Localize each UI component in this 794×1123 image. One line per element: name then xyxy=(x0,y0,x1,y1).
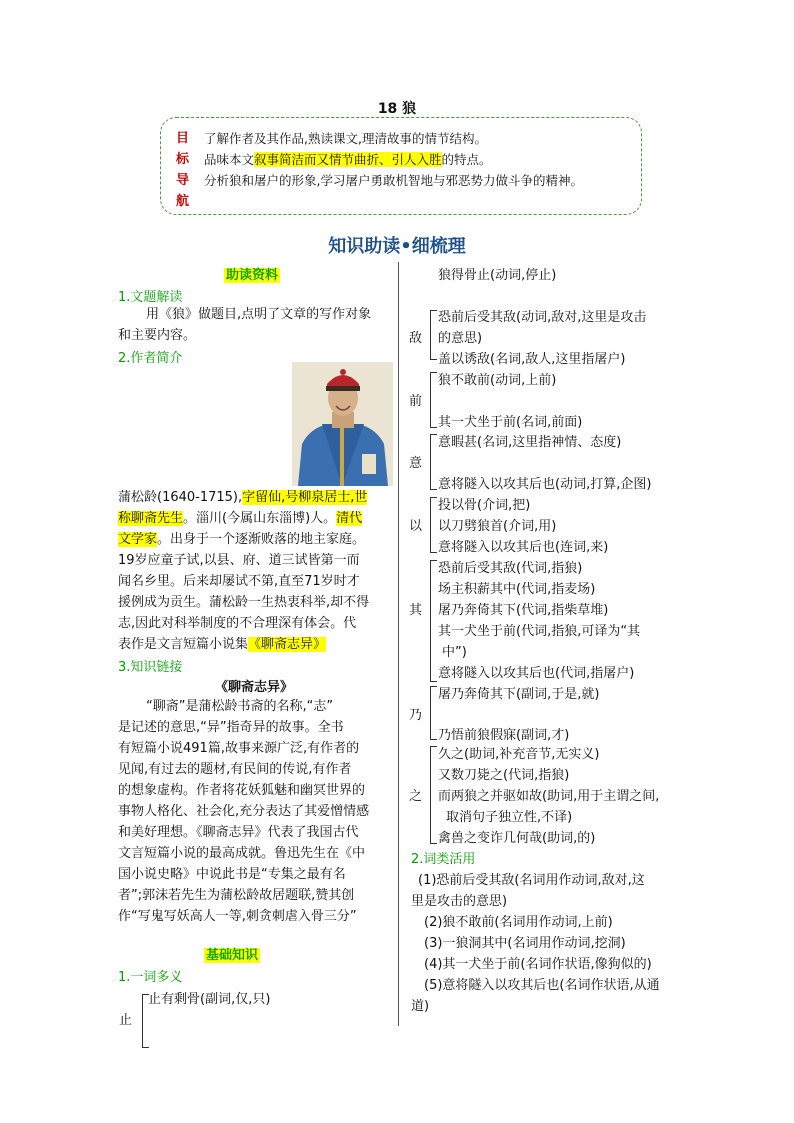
nai-sense: 屠乃奔倚其下(副词,于是,就) xyxy=(438,687,600,702)
tag-reading-materials: 助读资料 xyxy=(226,268,279,283)
author-line-1: 蒲松龄(1640-1715),字留仙,号柳泉居士,世 xyxy=(118,490,368,505)
author-line-2: 称聊斋先生。淄川(今属山东淄博)人。清代 xyxy=(118,511,363,526)
key-yi: 意 xyxy=(409,456,423,471)
book-line: 事物人格化、社会化,充分表达了其爱憎情感 xyxy=(118,804,370,819)
goal-line-2: 品味本文叙事简洁而又情节曲折、引人入胜的特点。 xyxy=(204,152,492,167)
zhi-sense-1: 止有剩骨(副词,仅,只) xyxy=(148,992,271,1007)
word-class-line: (5)意将隧入以攻其后也(名词作状语,从通 xyxy=(424,978,660,993)
goals-side-label xyxy=(176,128,190,212)
heading-title-interpretation: 1.文题解读 xyxy=(118,290,183,305)
goal-char: 导 xyxy=(176,173,190,188)
key-zhi3: 之 xyxy=(409,789,423,804)
bracket-yi2 xyxy=(430,497,437,553)
heading-polysemy: 1.一词多义 xyxy=(118,970,183,985)
zhi3-sense: 取消句子独立性,不译) xyxy=(446,810,573,825)
word-class-line: (1)恐前后受其敌(名词用作动词,敌对,这 xyxy=(418,873,645,888)
column-divider xyxy=(398,262,399,1026)
qi-sense: 中”) xyxy=(442,645,467,660)
book-line: 有短篇小说491篇,故事来源广泛,有作者的 xyxy=(118,741,360,756)
bracket-qian xyxy=(430,372,437,428)
word-class-line: (3)一狼洞其中(名词用作动词,挖洞) xyxy=(424,936,626,951)
heading-author-intro: 2.作者简介 xyxy=(118,351,183,366)
qi-sense: 恐前后受其敌(代词,指狼) xyxy=(438,561,583,576)
yi2-sense: 意将隧入以攻其后也(连词,来) xyxy=(438,540,609,555)
key-zhi: 止 xyxy=(119,1013,133,1028)
word-class-line: 里是攻击的意思) xyxy=(411,894,508,909)
yi-sense: 意暇甚(名词,这里指神情、态度) xyxy=(438,435,622,450)
qi-sense: 场主积薪其中(代词,指麦场) xyxy=(438,582,596,597)
title-interpretation-line1: 用《狼》做题目,点明了文章的写作对象 xyxy=(146,307,372,322)
bracket-nai xyxy=(430,686,437,740)
zhi3-sense: 禽兽之变诈几何哉(助词,的) xyxy=(438,831,596,846)
title-interpretation-line2: 和主要内容。 xyxy=(118,328,197,343)
qian-sense: 其一犬坐于前(名词,前面) xyxy=(438,415,583,430)
di-sense: 恐前后受其敌(动词,敌对,这里是攻击 xyxy=(438,310,647,325)
yi-sense: 意将隧入以攻其后也(动词,打算,企图) xyxy=(438,477,652,492)
author-line-5: 闻名乡里。后来却屡试不第,直至71岁时才 xyxy=(118,574,360,589)
zhi3-sense: 久之(助词,补充音节,无实义) xyxy=(438,747,600,762)
goal-char: 标 xyxy=(176,152,190,167)
author-line-8: 表作是文言短篇小说集《聊斋志异》 xyxy=(118,637,327,652)
goal-line-3: 分析狼和屠户的形象,学习屠户勇敢机智地与邪恶势力做斗争的精神。 xyxy=(204,173,583,188)
book-line: 见闻,有过去的题材,有民间的传说,有作者 xyxy=(118,762,352,777)
zhi3-sense: 而两狼之并驱如故(助词,用于主谓之间, xyxy=(438,789,660,804)
zhi-sense-2: 狼得骨止(动词,停止) xyxy=(438,268,557,283)
key-di: 敌 xyxy=(409,331,423,346)
book-line: 和美好理想。《聊斋志异》代表了我国古代 xyxy=(118,825,359,840)
qian-sense: 狼不敢前(动词,上前) xyxy=(438,373,557,388)
bracket-yi xyxy=(430,434,437,490)
goal-line-1: 了解作者及其作品,熟读课文,理清故事的情节结构。 xyxy=(204,131,487,146)
book-line: 作“写鬼写妖高人一等,刺贪刺虐入骨三分” xyxy=(118,909,357,924)
nai-sense: 乃悟前狼假寐(副词,才) xyxy=(438,728,570,743)
di-sense: 盖以诱敌(名词,敌人,这里指屠户) xyxy=(438,352,626,367)
tag-basic-knowledge: 基础知识 xyxy=(206,948,259,963)
di-sense: 的意思) xyxy=(438,331,483,346)
key-yi2: 以 xyxy=(409,519,423,534)
book-line: 是记述的意思,“异”指奇异的故事。全书 xyxy=(118,720,344,735)
zhi3-sense: 又数刀毙之(代词,指狼) xyxy=(438,768,570,783)
book-line: 的想象虚构。作者将花妖狐魅和幽冥世界的 xyxy=(118,783,366,798)
word-class-line: (4)其一犬坐于前(名词作状语,像狗似的) xyxy=(424,957,652,972)
qi-sense: 其一犬坐于前(代词,指狼,可译为“其 xyxy=(438,624,641,639)
section-title: 知识助读•细梳理 xyxy=(328,236,466,257)
qi-sense: 屠乃奔倚其下(代词,指柴草堆) xyxy=(438,603,609,618)
key-nai: 乃 xyxy=(409,708,423,723)
word-class-line: (2)狼不敢前(名词用作动词,上前) xyxy=(424,915,613,930)
bracket-di xyxy=(430,310,437,360)
qi-sense: 意将隧入以攻其后也(代词,指屠户) xyxy=(438,666,635,681)
author-line-4: 19岁应童子试,以县、府、道三试皆第一而 xyxy=(118,553,360,568)
book-line: 者”;郭沫若先生为蒲松龄故居题联,赞其创 xyxy=(118,888,355,903)
book-title: 《聊斋志异》 xyxy=(214,680,293,695)
author-line-6: 援例成为贡生。蒲松龄一生热衷科举,却不得 xyxy=(118,595,370,610)
book-line: 国小说史略》中说此书是“专集之最有名 xyxy=(118,867,346,882)
bracket-zhi3 xyxy=(430,746,437,844)
word-class-line: 道) xyxy=(411,999,430,1014)
book-line: 文言短篇小说的最高成就。鲁迅先生在《中 xyxy=(118,846,366,861)
yi2-sense: 投以骨(介词,把) xyxy=(438,498,531,513)
key-qi: 其 xyxy=(409,603,423,618)
yi2-sense: 以刀劈狼首(介词,用) xyxy=(438,519,557,534)
heading-knowledge-link: 3.知识链接 xyxy=(118,660,183,675)
author-portrait xyxy=(292,362,393,486)
heading-word-class: 2.词类活用 xyxy=(411,852,476,867)
page-title: 18 狼 xyxy=(377,101,417,117)
key-qian: 前 xyxy=(409,394,423,409)
goal-char: 目 xyxy=(176,131,190,146)
book-line: “聊斋”是蒲松龄书斋的名称,“志” xyxy=(146,699,334,714)
author-line-3: 文学家。出身于一个逐渐败落的地主家庭。 xyxy=(118,532,366,547)
goal-char: 航 xyxy=(176,194,190,209)
bracket-qi xyxy=(430,560,437,682)
author-line-7: 志,因此对科举制度的不合理深有体会。代 xyxy=(118,616,357,631)
